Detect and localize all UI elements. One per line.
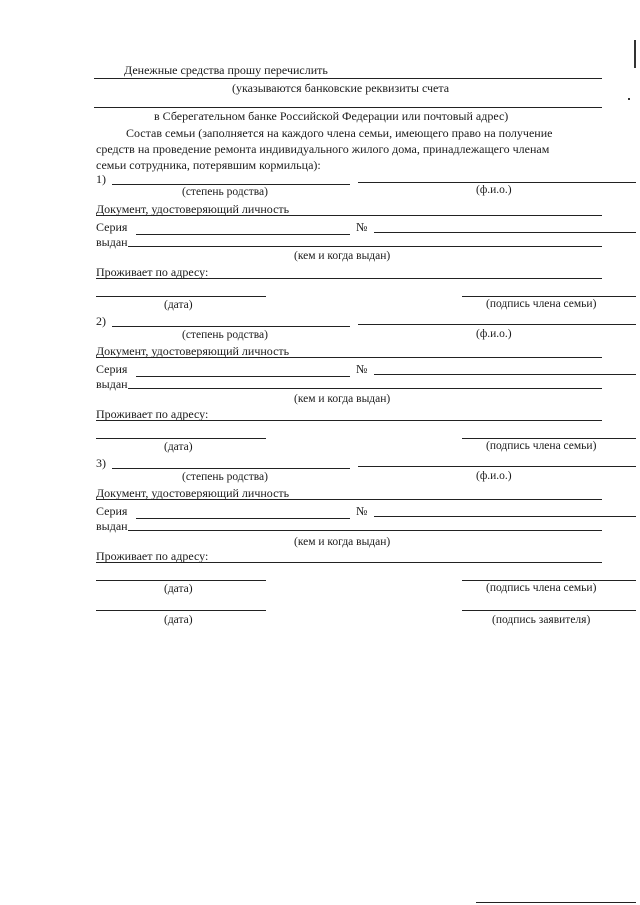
- document-number-field[interactable]: [374, 516, 636, 517]
- issued-caption: (кем и когда выдан): [294, 393, 391, 405]
- number-label: №: [356, 362, 368, 376]
- series-label: Серия: [96, 362, 128, 376]
- number-label: №: [356, 220, 368, 234]
- id-document-field[interactable]: [96, 499, 602, 500]
- number-label: №: [356, 504, 368, 518]
- applicant-signature-caption: (подпись заявителя): [492, 614, 591, 626]
- relationship-field[interactable]: [112, 326, 350, 327]
- id-document-label: Документ, удостоверяющий личность: [96, 344, 290, 358]
- date-caption: (дата): [164, 299, 193, 311]
- signature-field[interactable]: [462, 580, 636, 581]
- id-document-label: Документ, удостоверяющий личность: [96, 486, 290, 500]
- member-number: 3): [96, 456, 106, 470]
- address-field[interactable]: [96, 420, 602, 421]
- series-label: Серия: [96, 220, 128, 234]
- applicant-signature-field[interactable]: [462, 610, 636, 611]
- document-number-field[interactable]: [374, 232, 636, 233]
- series-label: Серия: [96, 504, 128, 518]
- transfer-underline[interactable]: [94, 78, 602, 79]
- id-document-field[interactable]: [96, 357, 602, 358]
- signature-field[interactable]: [462, 438, 636, 439]
- fio-field[interactable]: [358, 324, 636, 325]
- issued-label: выдан: [96, 377, 128, 391]
- member-number: 1): [96, 172, 106, 186]
- member-number: 2): [96, 314, 106, 328]
- applicant-date-caption: (дата): [164, 614, 193, 626]
- address-field[interactable]: [96, 278, 602, 279]
- relationship-caption: (степень родства): [182, 471, 268, 483]
- issued-field[interactable]: [128, 246, 602, 247]
- issued-label: выдан: [96, 519, 128, 533]
- signature-field[interactable]: [462, 296, 636, 297]
- fio-caption: (ф.и.о.): [476, 470, 512, 482]
- issued-caption: (кем и когда выдан): [294, 250, 391, 262]
- fio-field[interactable]: [358, 466, 636, 467]
- series-field[interactable]: [136, 518, 350, 519]
- bank-details-field[interactable]: [94, 107, 602, 108]
- id-document-field[interactable]: [96, 215, 602, 216]
- date-field[interactable]: [96, 296, 266, 297]
- series-field[interactable]: [136, 376, 350, 377]
- fio-caption: (ф.и.о.): [476, 184, 512, 196]
- date-caption: (дата): [164, 583, 193, 595]
- signature-caption: (подпись члена семьи): [486, 582, 597, 594]
- family-intro-line-1: Состав семьи (заполняется на каждого члена семьи, имеющего право на получение: [126, 126, 553, 140]
- issued-field[interactable]: [128, 530, 602, 531]
- signature-caption: (подпись члена семьи): [486, 298, 597, 310]
- scan-edge-mark: [634, 40, 636, 68]
- document-number-field[interactable]: [374, 374, 636, 375]
- address-label: Проживает по адресу:: [96, 549, 209, 563]
- relationship-caption: (степень родства): [182, 329, 268, 341]
- address-field[interactable]: [96, 562, 602, 563]
- date-field[interactable]: [96, 438, 266, 439]
- transfer-label: Денежные средства прошу перечислить: [124, 63, 328, 77]
- relationship-caption: (степень родства): [182, 186, 268, 198]
- bank-address-hint: в Сберегательном банке Российской Федерации или почтовый адрес): [154, 109, 509, 123]
- fio-field[interactable]: [358, 182, 636, 183]
- scan-dot: [628, 98, 630, 100]
- family-intro-line-3: семьи сотрудника, потерявшим кормильца):: [96, 158, 321, 172]
- id-document-label: Документ, удостоверяющий личность: [96, 202, 290, 216]
- issued-caption: (кем и когда выдан): [294, 536, 391, 548]
- relationship-field[interactable]: [112, 184, 350, 185]
- bank-details-hint: (указываются банковские реквизиты счета: [232, 81, 450, 95]
- family-intro: [96, 125, 602, 173]
- address-label: Проживает по адресу:: [96, 407, 209, 421]
- relationship-field[interactable]: [112, 468, 350, 469]
- issued-label: выдан: [96, 235, 128, 249]
- address-label: Проживает по адресу:: [96, 265, 209, 279]
- series-field[interactable]: [136, 234, 350, 235]
- fio-caption: (ф.и.о.): [476, 328, 512, 340]
- scan-bottom-edge: [476, 902, 636, 903]
- applicant-date-field[interactable]: [96, 610, 266, 611]
- issued-field[interactable]: [128, 388, 602, 389]
- signature-caption: (подпись члена семьи): [486, 440, 597, 452]
- date-caption: (дата): [164, 441, 193, 453]
- family-intro-line-2: средств на проведение ремонта индивидуального жилого дома, принадлежащего членам: [96, 142, 550, 156]
- date-field[interactable]: [96, 580, 266, 581]
